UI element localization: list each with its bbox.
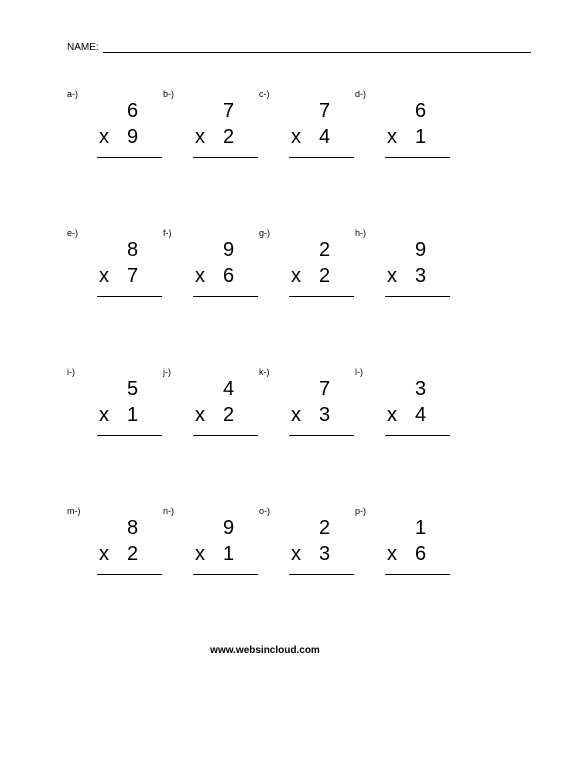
multiplicand: 9 (415, 239, 427, 261)
problem-label: f-) (163, 228, 172, 238)
problem-label: e-) (67, 228, 78, 238)
problem-label: p-) (355, 506, 366, 516)
multiplier: 1 (223, 543, 235, 565)
problem-d (355, 88, 451, 168)
multiplier: 2 (223, 404, 235, 426)
problem-label: o-) (259, 506, 270, 516)
times-sign: x (387, 543, 397, 565)
multiplier: 6 (415, 543, 427, 565)
problem-f (163, 227, 259, 307)
times-sign: x (99, 404, 109, 426)
multiplicand: 7 (319, 378, 331, 400)
answer-line (289, 157, 354, 158)
multiplicand: 4 (223, 378, 235, 400)
problem-e (67, 227, 163, 307)
problem-i (67, 366, 163, 446)
name-field-row (67, 42, 531, 56)
multiplier: 2 (223, 126, 235, 148)
times-sign: x (195, 265, 205, 287)
problem-label: a-) (67, 89, 78, 99)
problem-label: i-) (67, 367, 75, 377)
multiplicand: 7 (223, 100, 235, 122)
problem-label: m-) (67, 506, 81, 516)
multiplicand: 9 (223, 239, 235, 261)
answer-line (193, 435, 258, 436)
multiplier: 2 (319, 265, 331, 287)
answer-line (193, 157, 258, 158)
answer-line (97, 574, 162, 575)
multiplier: 4 (415, 404, 427, 426)
answer-line (385, 574, 450, 575)
problem-label: c-) (259, 89, 270, 99)
multiplier: 1 (127, 404, 139, 426)
problem-label: j-) (163, 367, 171, 377)
answer-line (97, 435, 162, 436)
problem-label: k-) (259, 367, 270, 377)
multiplicand: 2 (319, 517, 331, 539)
multiplier: 3 (319, 404, 331, 426)
answer-line (289, 296, 354, 297)
name-write-line (103, 52, 531, 53)
answer-line (97, 296, 162, 297)
multiplicand: 6 (127, 100, 139, 122)
multiplier: 1 (415, 126, 427, 148)
times-sign: x (99, 265, 109, 287)
problem-g (259, 227, 355, 307)
multiplier: 2 (127, 543, 139, 565)
problem-m (67, 505, 163, 585)
problem-label: b-) (163, 89, 174, 99)
times-sign: x (195, 126, 205, 148)
times-sign: x (387, 404, 397, 426)
problem-n (163, 505, 259, 585)
times-sign: x (99, 543, 109, 565)
problem-label: g-) (259, 228, 270, 238)
times-sign: x (195, 404, 205, 426)
multiplier: 3 (319, 543, 331, 565)
name-label: NAME: (67, 42, 99, 53)
problem-l (355, 366, 451, 446)
multiplicand: 8 (127, 517, 139, 539)
times-sign: x (195, 543, 205, 565)
problem-j (163, 366, 259, 446)
answer-line (193, 296, 258, 297)
answer-line (193, 574, 258, 575)
times-sign: x (387, 126, 397, 148)
multiplier: 9 (127, 126, 139, 148)
multiplier: 7 (127, 265, 139, 287)
answer-line (289, 435, 354, 436)
problem-p (355, 505, 451, 585)
times-sign: x (291, 404, 301, 426)
problem-h (355, 227, 451, 307)
times-sign: x (291, 126, 301, 148)
times-sign: x (291, 265, 301, 287)
problem-label: h-) (355, 228, 366, 238)
multiplicand: 7 (319, 100, 331, 122)
answer-line (97, 157, 162, 158)
multiplicand: 9 (223, 517, 235, 539)
times-sign: x (291, 543, 301, 565)
multiplier: 3 (415, 265, 427, 287)
answer-line (385, 435, 450, 436)
problem-c (259, 88, 355, 168)
answer-line (289, 574, 354, 575)
multiplicand: 5 (127, 378, 139, 400)
multiplicand: 6 (415, 100, 427, 122)
multiplicand: 1 (415, 517, 427, 539)
answer-line (385, 296, 450, 297)
problem-k (259, 366, 355, 446)
times-sign: x (387, 265, 397, 287)
multiplier: 4 (319, 126, 331, 148)
times-sign: x (99, 126, 109, 148)
multiplicand: 2 (319, 239, 331, 261)
answer-line (385, 157, 450, 158)
multiplicand: 8 (127, 239, 139, 261)
problem-o (259, 505, 355, 585)
problem-b (163, 88, 259, 168)
problem-a (67, 88, 163, 168)
multiplier: 6 (223, 265, 235, 287)
problem-label: l-) (355, 367, 363, 377)
multiplicand: 3 (415, 378, 427, 400)
footer-website: www.websincloud.com (210, 645, 320, 656)
problem-label: d-) (355, 89, 366, 99)
problem-label: n-) (163, 506, 174, 516)
